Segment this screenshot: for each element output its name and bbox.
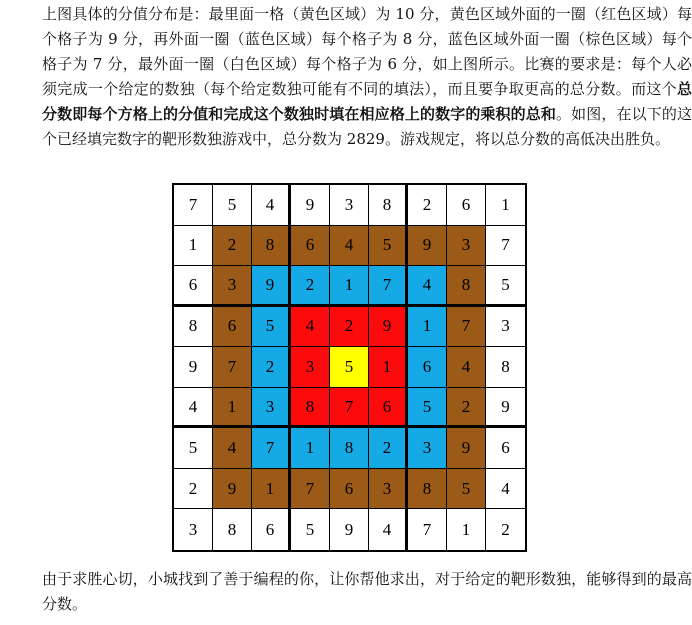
sudoku-cell-blue: 3 xyxy=(252,388,291,429)
sudoku-cell-white: 4 xyxy=(252,185,291,226)
sudoku-cell-white: 1 xyxy=(447,509,486,550)
sudoku-cell-white: 9 xyxy=(174,347,213,388)
sudoku-cell-brown: 2 xyxy=(213,226,252,267)
sudoku-cell-blue: 2 xyxy=(291,266,330,307)
sudoku-cell-blue: 5 xyxy=(252,307,291,348)
sudoku-cell-red: 3 xyxy=(291,347,330,388)
sudoku-cell-white: 7 xyxy=(408,509,447,550)
sudoku-cell-brown: 5 xyxy=(369,226,408,267)
sudoku-cell-brown: 9 xyxy=(447,428,486,469)
sudoku-cell-white: 6 xyxy=(447,185,486,226)
sudoku-cell-brown: 9 xyxy=(408,226,447,267)
sudoku-cell-white: 6 xyxy=(174,266,213,307)
intro-paragraph xyxy=(12,2,692,152)
sudoku-cell-brown: 7 xyxy=(447,307,486,348)
sudoku-cell-red: 8 xyxy=(291,388,330,429)
sudoku-cell-blue: 1 xyxy=(330,266,369,307)
sudoku-cell-white: 3 xyxy=(174,509,213,550)
sudoku-cell-red: 2 xyxy=(330,307,369,348)
sudoku-cell-brown: 6 xyxy=(213,307,252,348)
sudoku-cell-brown: 1 xyxy=(213,388,252,429)
sudoku-cell-brown: 4 xyxy=(330,226,369,267)
sudoku-cell-white: 5 xyxy=(213,185,252,226)
sudoku-cell-brown: 7 xyxy=(213,347,252,388)
sudoku-cell-white: 3 xyxy=(486,307,525,348)
sudoku-cell-white: 7 xyxy=(174,185,213,226)
sudoku-cell-yellow: 5 xyxy=(330,347,369,388)
sudoku-cell-brown: 7 xyxy=(291,469,330,510)
closing-paragraph: 由于求胜心切，小城找到了善于编程的你，让你帮他求出，对于给定的靶形数独，能够得到的最高分数。 xyxy=(42,570,692,613)
intro-text-2: 。如图，在以下的这个已经填完数字的靶形数独游戏中，总分数为 2829。游戏规定，将以总分数的高低决出胜负。 xyxy=(42,105,692,148)
sudoku-cell-white: 4 xyxy=(486,469,525,510)
sudoku-cell-brown: 3 xyxy=(447,226,486,267)
sudoku-cell-white: 5 xyxy=(174,428,213,469)
sudoku-cell-blue: 9 xyxy=(252,266,291,307)
sudoku-cell-white: 7 xyxy=(486,226,525,267)
sudoku-cell-brown: 8 xyxy=(252,226,291,267)
sudoku-cell-white: 8 xyxy=(213,509,252,550)
sudoku-cell-brown: 4 xyxy=(213,428,252,469)
sudoku-cell-white: 5 xyxy=(291,509,330,550)
sudoku-cell-blue: 1 xyxy=(291,428,330,469)
sudoku-cell-white: 2 xyxy=(408,185,447,226)
sudoku-cell-white: 4 xyxy=(174,388,213,429)
sudoku-cell-white: 6 xyxy=(252,509,291,550)
sudoku-cell-blue: 6 xyxy=(408,347,447,388)
sudoku-cell-brown: 4 xyxy=(447,347,486,388)
sudoku-cell-blue: 3 xyxy=(408,428,447,469)
sudoku-cell-red: 1 xyxy=(369,347,408,388)
sudoku-cell-white: 5 xyxy=(486,266,525,307)
sudoku-cell-blue: 1 xyxy=(408,307,447,348)
sudoku-cell-white: 9 xyxy=(486,388,525,429)
sudoku-cell-white: 8 xyxy=(174,307,213,348)
sudoku-cell-red: 7 xyxy=(330,388,369,429)
sudoku-cell-white: 1 xyxy=(486,185,525,226)
sudoku-cell-red: 6 xyxy=(369,388,408,429)
sudoku-cell-white: 4 xyxy=(369,509,408,550)
sudoku-cell-blue: 2 xyxy=(252,347,291,388)
sudoku-cell-white: 2 xyxy=(486,509,525,550)
sudoku-cell-white: 9 xyxy=(330,509,369,550)
sudoku-cell-brown: 9 xyxy=(213,469,252,510)
sudoku-cell-blue: 4 xyxy=(408,266,447,307)
sudoku-cell-white: 1 xyxy=(174,226,213,267)
sudoku-cell-white: 8 xyxy=(369,185,408,226)
intro-text-bold: 总分数即每个方格上的分值和完成这个数独时填在相应格上的数字的乘积的总和 xyxy=(42,80,692,123)
sudoku-cell-blue: 8 xyxy=(330,428,369,469)
sudoku-cell-white: 6 xyxy=(486,428,525,469)
sudoku-cell-blue: 2 xyxy=(369,428,408,469)
sudoku-cell-brown: 8 xyxy=(408,469,447,510)
sudoku-cell-brown: 3 xyxy=(213,266,252,307)
sudoku-cell-blue: 7 xyxy=(369,266,408,307)
sudoku-cell-blue: 5 xyxy=(408,388,447,429)
sudoku-cell-white: 2 xyxy=(174,469,213,510)
target-sudoku-grid xyxy=(172,183,527,552)
sudoku-cell-brown: 5 xyxy=(447,469,486,510)
sudoku-cell-brown: 6 xyxy=(330,469,369,510)
sudoku-cell-brown: 2 xyxy=(447,388,486,429)
sudoku-cell-brown: 1 xyxy=(252,469,291,510)
sudoku-cell-white: 9 xyxy=(291,185,330,226)
sudoku-cell-blue: 7 xyxy=(252,428,291,469)
sudoku-cell-red: 9 xyxy=(369,307,408,348)
sudoku-cell-brown: 6 xyxy=(291,226,330,267)
sudoku-cell-white: 8 xyxy=(486,347,525,388)
sudoku-cell-red: 4 xyxy=(291,307,330,348)
sudoku-cell-white: 3 xyxy=(330,185,369,226)
sudoku-cell-brown: 3 xyxy=(369,469,408,510)
sudoku-cell-brown: 8 xyxy=(447,266,486,307)
intro-text-1: 上图具体的分值分布是：最里面一格（黄色区域）为 10 分，黄色区域外面的一圈（红色区域）每个格子为 9 分，再外面一圈（蓝色区域）每个格子为 8 分，蓝色区域外面一圈（棕色区域）每个格子为 7 分，最外面一圈（白色区域）每个格子为 6 分，如上图所示。比赛的要求是：每个人必须完成一个给定的数独（每个给定数独可能有不同的填法），而且要争取更高的总分数。而这个 xyxy=(42,5,692,98)
